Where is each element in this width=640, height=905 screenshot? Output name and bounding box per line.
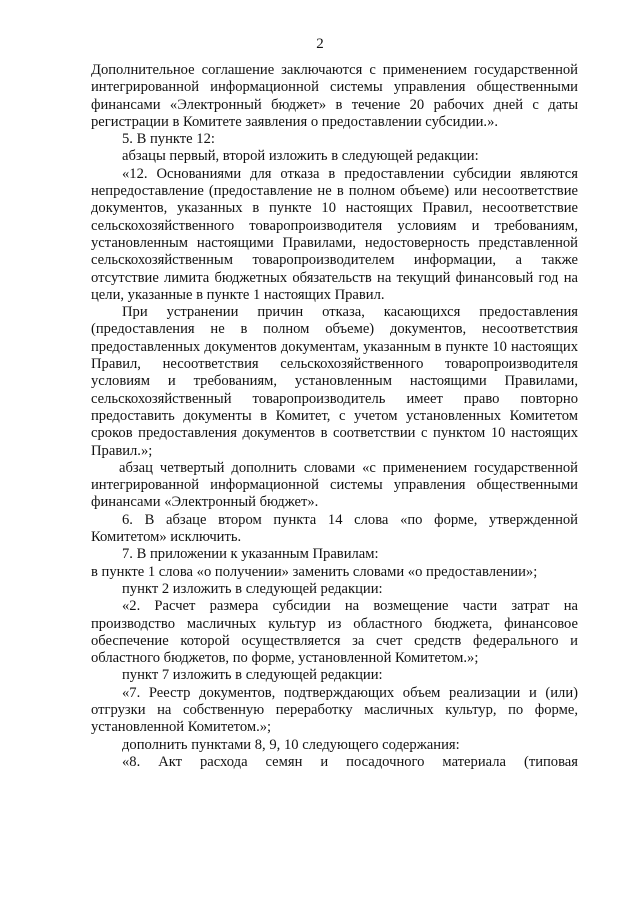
document-body [91,62,578,771]
paragraph-item-8-start: «8. Акт расхода семян и посадочного материала (типовая [122,753,578,770]
paragraph-item-5: 5. В пункте 12: [122,131,215,148]
paragraph-item-7-text: «7. Реестр документов, подтверждающих объем реализации и (или) отгрузки на собственную переработку масличных культур, по форме, установленной Комитетом.»; [91,684,578,736]
paragraph-item-2-heading: пункт 2 изложить в следующей редакции: [122,580,383,597]
page-number: 2 [316,36,324,52]
paragraph-item-1-replace: в пункте 1 слова «о получении» заменить словами «о предоставлении»; [91,563,538,580]
paragraph-item-6: 6. В абзаце втором пункта 14 слова «по форме, утвержденной Комитетом» исключить. [91,511,578,546]
paragraph-supplementary-agreement: Дополнительное соглашение заключаются с применением государственной интегрированной информационной системы управления общественными финансами «Электронный бюджет» в течение 20 рабочих дней с даты регистрации в Комитете заявления о предоставлении субсидии.». [91,62,578,130]
paragraph-fourth-abzac: абзац четвертый дополнить словами «с применением государственной интегрированной информационной системы управления общественными финансами «Электронный бюджет». [91,459,578,511]
paragraph-add-items: дополнить пунктами 8, 9, 10 следующего содержания: [122,736,460,753]
paragraph-item-2-text: «2. Расчет размера субсидии на возмещение части затрат на производство масличных культур из областного бюджета, финансовое обеспечение которой осуществляется за счет средств федерального и областного бюджетов, по форме, установленной Комитетом.»; [91,598,578,667]
paragraph-item-12-text: «12. Основаниями для отказа в предоставлении субсидии являются непредоставление (предоставление не в полном объеме) или несоответствие документов, указанных в пункте 10 настоящих Правил, несоответствие сельскохозяйственного товаропроизводителя условиям и требованиям, установленным настоящими Правилами, недостоверность представленной сельскохозяйственным товаропроизводителем информации, а также отсутствие лимита бюджетных обязательств на текущий финансовый год на цели, указанные в пункте 1 настоящих Правил. [91,165,578,303]
paragraph-item-7-heading: пункт 7 изложить в следующей редакции: [122,667,383,684]
paragraph-refusal-elimination: При устранении причин отказа, касающихся предоставления (предоставления не в полном объеме) документов, несоответствия предоставленных документов документам, указанным в пункте 10 настоящих Правил, несоответствия сельскохозяйственного товаропроизводителя условиям и требованиям, установленным настоящими Правилами, сельскохозяйственный товаропроизводитель имеет право повторно предоставить документы в Комитет, с учетом установленных Комитетом сроков предоставления документов в соответствии с пунктом 10 настоящих Правил.»; [91,304,578,459]
paragraph-first-second-abzac: абзацы первый, второй изложить в следующей редакции: [122,148,479,165]
paragraph-item-7: 7. В приложении к указанным Правилам: [122,546,379,563]
